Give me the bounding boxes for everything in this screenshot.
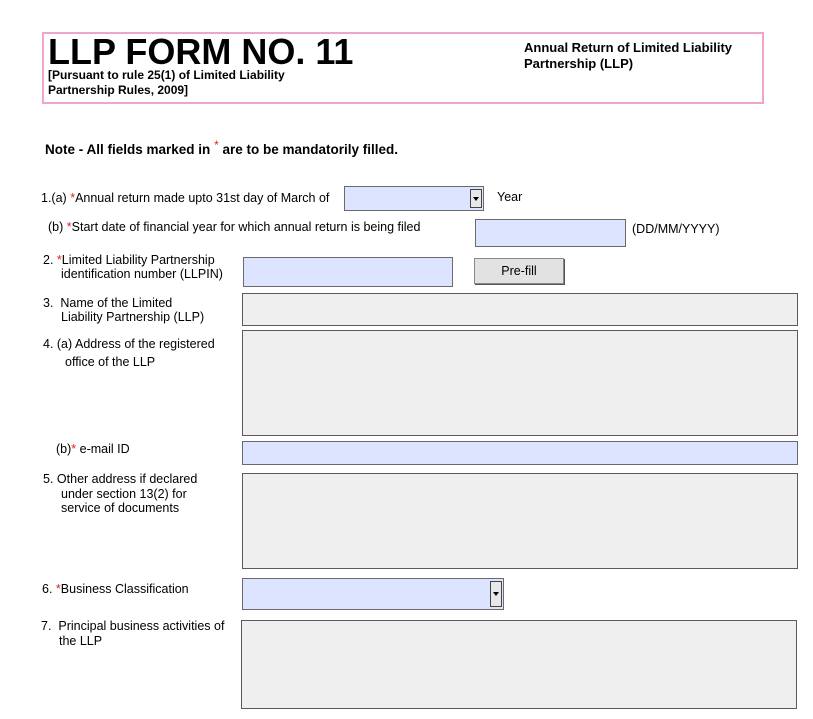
q7-label: 7. Principal business activities of (41, 619, 225, 633)
q6-label: 6. *Business Classification (42, 582, 189, 596)
q4a-label-line2: office of the LLP (65, 355, 156, 369)
q2-label-line2: identification number (LLPIN) (61, 267, 223, 281)
q4a-label: 4. (a) Address of the registered (43, 337, 215, 351)
registered-office-address-field (242, 330, 798, 436)
q1b-label: (b) *Start date of financial year for which annual return is being filed (48, 220, 421, 234)
q4b-label: (b)* e-mail ID (56, 442, 130, 456)
q3-label: 3. Name of the Limited (43, 296, 173, 310)
q5-label: 5. Other address if declared (43, 472, 198, 486)
q1a-label: 1.(a) *Annual return made upto 31st day of March of (41, 191, 330, 205)
date-format-hint: (DD/MM/YYYY) (632, 222, 720, 236)
form-description: Annual Return of Limited Liability Partnership (LLP) (524, 40, 732, 71)
email-field[interactable] (242, 441, 798, 465)
mandatory-note: Note - All fields marked in * are to be mandatorily filled. (45, 138, 399, 157)
form-title: LLP FORM NO. 11 (48, 31, 354, 72)
other-address-field (242, 473, 798, 569)
business-classification-select[interactable] (242, 578, 504, 610)
fy-start-date-input[interactable] (475, 219, 626, 247)
q3-label-line2: Liability Partnership (LLP) (61, 310, 205, 324)
q5-label-line3: service of documents (61, 501, 180, 515)
return-year-select[interactable] (344, 186, 484, 211)
prefill-button[interactable]: Pre-fill (474, 258, 564, 284)
required-star: * (214, 138, 219, 152)
q2-label: 2. *Limited Liability Partnership (43, 253, 215, 267)
chevron-down-icon[interactable] (470, 189, 482, 208)
principal-business-activities-field (241, 620, 797, 709)
year-label: Year (497, 190, 523, 204)
q7-label-line2: the LLP (59, 634, 103, 648)
q5-label-line2: under section 13(2) for (61, 487, 187, 501)
llpin-input[interactable] (243, 257, 453, 287)
llp-name-field (242, 293, 798, 326)
chevron-down-icon[interactable] (490, 581, 502, 607)
form-subtitle: [Pursuant to rule 25(1) of Limited Liability Partnership Rules, 2009] (48, 68, 285, 97)
